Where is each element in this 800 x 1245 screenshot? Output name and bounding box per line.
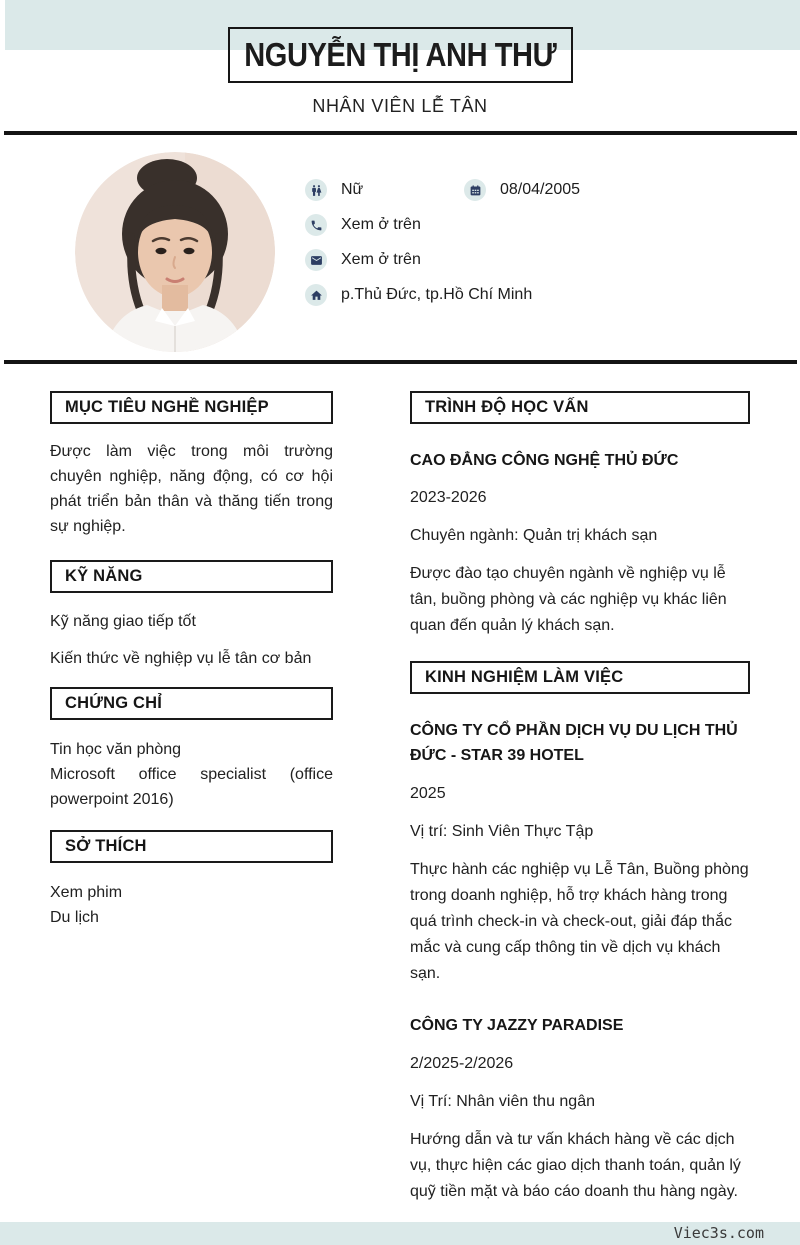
address-row bbox=[305, 284, 532, 306]
section-objective-heading: MỤC TIÊU NGHỀ NGHIỆP bbox=[50, 391, 333, 424]
gender-value: Nữ bbox=[341, 181, 364, 198]
left-column bbox=[50, 391, 333, 930]
job-description: Hướng dẫn và tư vấn khách hàng về các dịch vụ, thực hiện các giao dịch thanh toán, quản lý quỹ tiền mặt và báo cáo doanh thu hàng ngày. bbox=[410, 1131, 741, 1200]
right-column bbox=[410, 391, 750, 1205]
company-name: CÔNG TY JAZZY PARADISE bbox=[410, 1017, 624, 1034]
job-period: 2/2025-2/2026 bbox=[410, 1055, 514, 1072]
education-years: 2023-2026 bbox=[410, 489, 487, 506]
name-box bbox=[228, 27, 573, 83]
section-hobbies-heading: SỞ THÍCH bbox=[50, 830, 333, 863]
section-certificates-heading: CHỨNG CHỈ bbox=[50, 687, 333, 720]
job-entry bbox=[410, 718, 750, 987]
email-value: Xem ở trên bbox=[341, 251, 421, 268]
education-major: Chuyên ngành: Quản trị khách sạn bbox=[410, 527, 658, 544]
job-entry bbox=[410, 1013, 750, 1205]
divider-profile bbox=[4, 360, 797, 364]
company-name: CÔNG TY CỔ PHẦN DỊCH VỤ DU LỊCH THỦ ĐỨC - STAR 39 HOTEL bbox=[410, 722, 738, 764]
site-watermark: Viec3s.com bbox=[673, 1224, 764, 1242]
section-education-heading: TRÌNH ĐỘ HỌC VẤN bbox=[410, 391, 750, 424]
job-period: 2025 bbox=[410, 785, 446, 802]
birth-date-row bbox=[464, 179, 580, 201]
job-title: NHÂN VIÊN LỄ TÂN bbox=[312, 96, 488, 116]
gender-row bbox=[305, 179, 363, 201]
section-skills-heading: KỸ NĂNG bbox=[50, 560, 333, 593]
birth-date-value: 08/04/2005 bbox=[500, 181, 581, 198]
objective-text: Được làm việc trong môi trường chuyên nghiệp, năng động, có cơ hội phát triển bản thân và thăng tiến trong sự nghiệp. bbox=[50, 443, 333, 535]
candidate-name: NGUYỄN THỊ ANH THƯ bbox=[244, 36, 557, 73]
hobby-item: Xem phim bbox=[50, 884, 123, 901]
hobby-item: Du lịch bbox=[50, 909, 99, 926]
email-icon bbox=[305, 249, 327, 271]
home-icon bbox=[305, 284, 327, 306]
phone-row bbox=[305, 214, 421, 236]
skill-item: Kỹ năng giao tiếp tốt bbox=[50, 613, 196, 630]
school-name: CAO ĐẲNG CÔNG NGHỆ THỦ ĐỨC bbox=[410, 452, 679, 469]
gender-icon bbox=[305, 179, 327, 201]
phone-value: Xem ở trên bbox=[341, 216, 421, 233]
job-position: Vị trí: Sinh Viên Thực Tập bbox=[410, 823, 594, 840]
job-description: Thực hành các nghiệp vụ Lễ Tân, Buồng phòng trong doanh nghiệp, hỗ trợ khách hàng trong quá trình check-in và check-out, giải đáp thắc mắc và cung cấp thông tin về dịch vụ khách sạn. bbox=[410, 861, 749, 982]
job-position: Vị Trí: Nhân viên thu ngân bbox=[410, 1093, 595, 1110]
divider-top bbox=[4, 131, 797, 135]
section-experience-heading: KINH NGHIỆM LÀM VIỆC bbox=[410, 661, 750, 694]
address-value: p.Thủ Đức, tp.Hồ Chí Minh bbox=[341, 286, 533, 303]
skill-item: Kiến thức về nghiệp vụ lễ tân cơ bản bbox=[50, 650, 312, 667]
phone-icon bbox=[305, 214, 327, 236]
portrait-illustration bbox=[75, 152, 275, 352]
email-row bbox=[305, 249, 421, 271]
certificate-item: Microsoft office specialist (office powerpoint 2016) bbox=[50, 766, 333, 808]
calendar-icon bbox=[464, 179, 486, 201]
profile-photo bbox=[75, 152, 275, 352]
education-description: Được đào tạo chuyên ngành về nghiệp vụ lễ tân, buồng phòng và các nghiệp vụ khác liên quan đến quản lý khách sạn. bbox=[410, 565, 727, 634]
certificate-item: Tin học văn phòng bbox=[50, 741, 182, 758]
